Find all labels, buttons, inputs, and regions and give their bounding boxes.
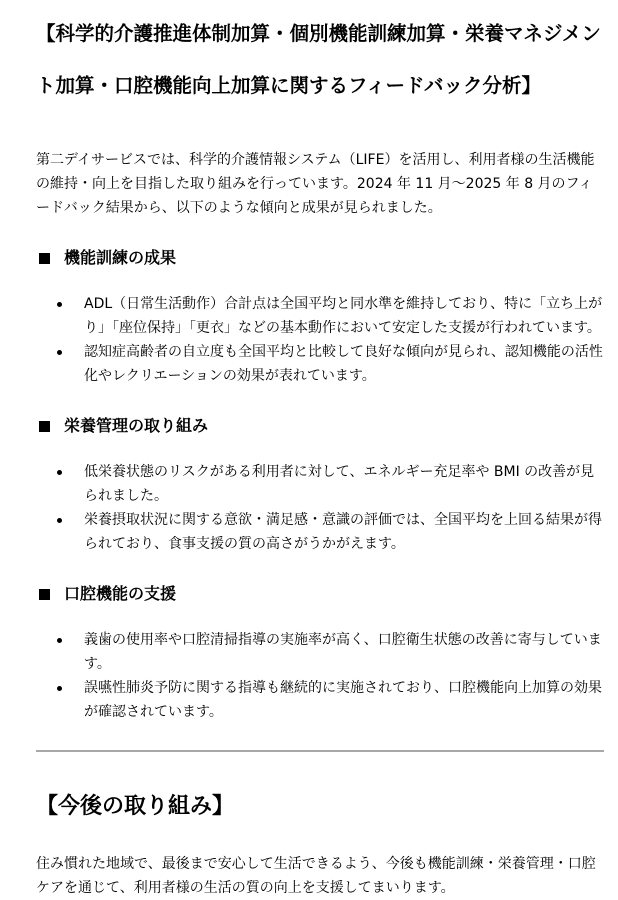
- list-item: [84, 460, 604, 508]
- section-heading: [36, 246, 604, 270]
- square-bullet-icon: [39, 589, 50, 600]
- bullet-dot-icon: [57, 638, 62, 643]
- list-item-text: ADL（日常生活動作）合計点は全国平均と同水準を維持しており、特に「立ち上がり」「座位保持」「更衣」などの基本動作において安定した支援が行われています。: [84, 296, 603, 336]
- list-item: [84, 676, 604, 724]
- bullet-dot-icon: [57, 470, 62, 475]
- section-oral-care: [36, 582, 604, 724]
- list-item-text: 低栄養状態のリスクがある利用者に対して、エネルギー充足率や BMI の改善が見られました。: [84, 464, 595, 504]
- list-item-text: 誤嚥性肺炎予防に関する指導も継続的に実施されており、口腔機能向上加算の効果が確認されています。: [84, 680, 602, 720]
- square-bullet-icon: [39, 421, 50, 432]
- list-item: [84, 292, 604, 340]
- list-item: [84, 628, 604, 676]
- bullet-list: [36, 292, 604, 388]
- section-heading-text: 口腔機能の支援: [64, 584, 177, 603]
- page-title: 【科学的介護推進体制加算・個別機能訓練加算・栄養マネジメント加算・口腔機能向上加算に関するフィードバック分析】: [36, 22, 601, 97]
- bullet-list: [36, 628, 604, 724]
- list-item-text: 義歯の使用率や口腔清掃指導の実施率が高く、口腔衛生状態の改善に寄与しています。: [84, 632, 602, 672]
- bullet-dot-icon: [57, 518, 62, 523]
- square-bullet-icon: [39, 253, 50, 264]
- bullet-list: [36, 460, 604, 556]
- bullet-dot-icon: [57, 350, 62, 355]
- horizontal-divider: [36, 750, 604, 752]
- section-heading-text: 栄養管理の取り組み: [64, 416, 209, 435]
- list-item-text: 栄養摂取状況に関する意欲・満足感・意識の評価では、全国平均を上回る結果が得られており、食事支援の質の高さがうかがえます。: [84, 512, 602, 552]
- list-item: [84, 508, 604, 556]
- section-heading: [36, 414, 604, 438]
- future-title: 【今後の取り組み】: [36, 794, 235, 819]
- bullet-dot-icon: [57, 302, 62, 307]
- section-heading-text: 機能訓練の成果: [64, 248, 177, 267]
- section-functional-training: [36, 246, 604, 388]
- list-item: [84, 340, 604, 388]
- section-heading: [36, 582, 604, 606]
- future-paragraph: 住み慣れた地域で、最後まで安心して生活できるよう、今後も機能訓練・栄養管理・口腔ケアを通じて、利用者様の生活の質の向上を支援してまいります。: [36, 856, 596, 896]
- list-item-text: 認知症高齢者の自立度も全国平均と比較して良好な傾向が見られ、認知機能の活性化やレクリエーションの効果が表れています。: [84, 344, 603, 384]
- bullet-dot-icon: [57, 686, 62, 691]
- document-page: [36, 0, 604, 900]
- intro-paragraph: 第二デイサービスでは、科学的介護情報システム（LIFE）を活用し、利用者様の生活機能の維持・向上を目指した取り組みを行っています。2024 年 11 月～2025 年 8 月のフィードバック結果から、以下のような傾向と成果が見られました。: [36, 152, 595, 216]
- section-nutrition: [36, 414, 604, 556]
